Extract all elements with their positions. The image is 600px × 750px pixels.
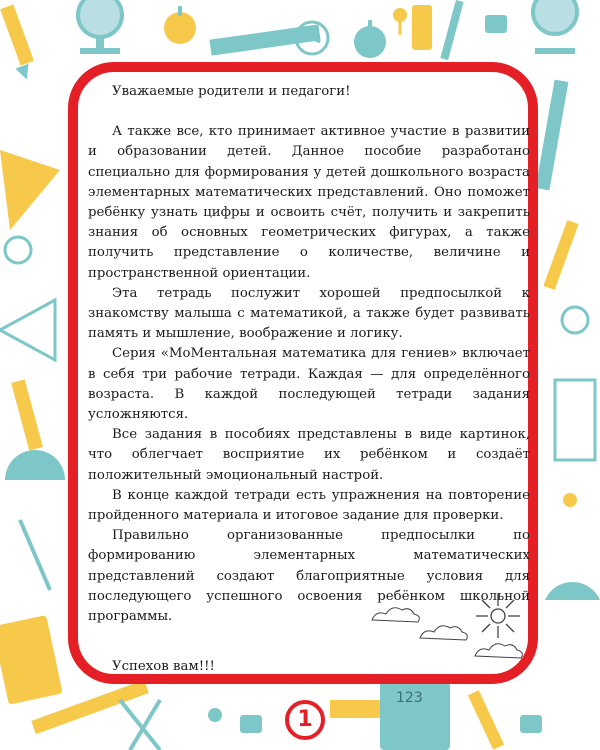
letter-paragraph: Серия «МоМентальная математика для гениев» включает в себя три рабочие тетради. Каждая — для определённого возраста. В каждой последующей тетради задания усложняются.: [88, 346, 530, 423]
cloud-icon: [372, 608, 419, 622]
pencil-icon: [440, 0, 463, 60]
compass-icon: [120, 700, 160, 750]
apple-icon: [354, 20, 386, 58]
letter-paragraph: Все задания в пособиях представлены в виде картинок, что облегчает восприятие их ребёнком и создаёт положительный эмоциональный настрой.: [88, 427, 530, 483]
pushpin-icon: [393, 8, 407, 35]
compass-icon: [20, 520, 50, 590]
apple-icon: [164, 6, 196, 44]
letter-closing: Успехов вам!!!: [112, 659, 215, 675]
book-icon: [0, 615, 63, 705]
sharpener-icon: [520, 715, 542, 733]
globe-icon: [78, 0, 122, 54]
pencil-icon: [468, 690, 504, 749]
letter-paragraph: А также все, кто принимает активное участие в развитии и образовании детей. Данное пособие разработано специально для формирования у детей дошкольного возраста элементарных математических представлений. Оно поможет ребёнку узнать цифры и освоить счёт, получить и закрепить знания об основных геометрических фигурах, а также получить представление о количестве, величине и пространственной ориентации.: [88, 124, 530, 281]
ruler-icon: [0, 300, 55, 360]
sharpener-icon: [240, 715, 262, 733]
cloud-icon: [475, 644, 522, 658]
clock-icon: [5, 237, 31, 263]
pencil-icon: [543, 220, 578, 290]
pencil-icon: [412, 5, 432, 50]
pencil-icon: [0, 4, 34, 81]
protractor-icon: [5, 450, 65, 480]
protractor-icon: [545, 582, 600, 600]
pushpin-icon: [208, 708, 222, 722]
weather-doodle: [370, 590, 530, 670]
sun-icon: [476, 594, 520, 638]
globe-icon: [533, 0, 577, 54]
protractor-icon: [0, 150, 60, 230]
letter-paragraph: В конце каждой тетради есть упражнения на повторение пройденного материала и итоговое задание для проверки.: [88, 487, 530, 524]
ruler-icon: [536, 80, 569, 191]
letter-paragraph: Эта тетрадь послужит хорошей предпосылкой к знакомству малыша с математикой, а также будет развивать память и мышление, воображение и логику.: [88, 285, 530, 342]
letter-paragraph: Правильно организованные предпосылки по формированию элементарных математических представлений создают благоприятные условия для последующего успешного освоения ребёнком школьной программы.: [88, 528, 530, 625]
letter-text: [88, 82, 530, 677]
book-label: 123: [396, 690, 423, 706]
page-number: 1: [285, 700, 325, 740]
clock-icon: [562, 307, 588, 333]
pushpin-icon: [563, 493, 577, 507]
sharpener-icon: [485, 15, 507, 33]
ruler-icon: [555, 380, 595, 460]
letter-greeting: Уважаемые родители и педагоги!: [112, 84, 351, 99]
pencil-icon: [11, 379, 43, 450]
cloud-icon: [420, 626, 467, 640]
